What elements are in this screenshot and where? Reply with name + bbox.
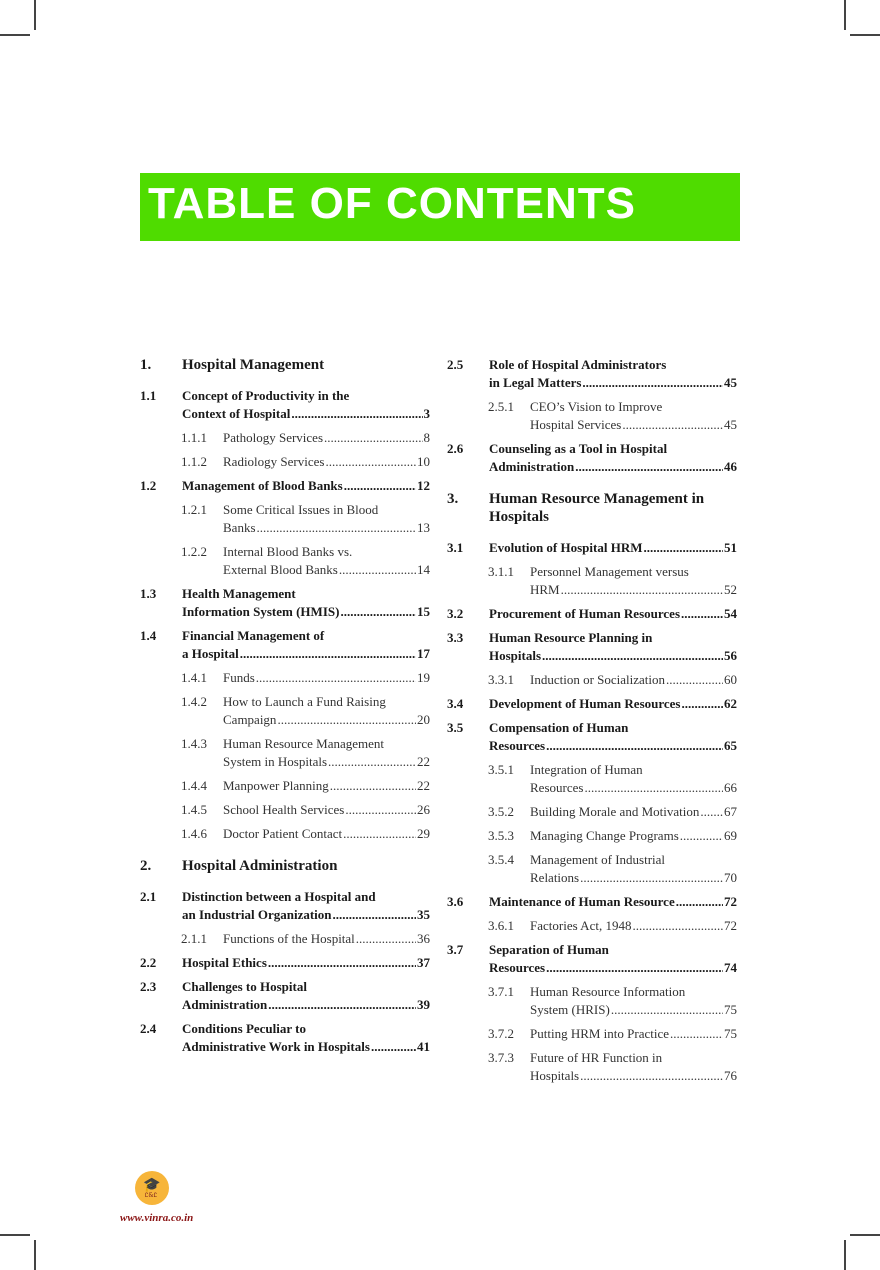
dot-leader (680, 827, 723, 845)
toc-left-column (140, 356, 430, 1062)
toc-entry[interactable] (447, 398, 737, 434)
entry-title: Procurement of Human Resources ..... 54 (489, 605, 737, 623)
dot-leader (575, 458, 723, 476)
dot-leader (682, 695, 724, 713)
page-number: 22 (417, 778, 430, 793)
entry-number: 1.2.1 (181, 502, 207, 517)
page-number: 52 (724, 582, 737, 597)
crop-mark (850, 34, 880, 36)
dot-leader (561, 581, 723, 599)
entry-title: Management of Blood Banks ..... 12 (182, 477, 430, 495)
entry-number: 3.5.4 (488, 852, 514, 867)
toc-entry[interactable] (447, 827, 737, 845)
entry-number: 3.5.1 (488, 762, 514, 777)
page-number: 62 (724, 696, 737, 711)
entry-title: Doctor Patient Contact ..... 29 (223, 825, 430, 843)
toc-entry[interactable] (447, 761, 737, 797)
entry-title: Radiology Services ..... 10 (223, 453, 430, 471)
toc-entry[interactable] (140, 585, 430, 621)
page-number: 41 (417, 1039, 430, 1054)
entry-title: Hospital Ethics ..... 37 (182, 954, 430, 972)
logo-text: Ꮭ&Ꮭ (145, 1192, 158, 1199)
page-number: 54 (724, 606, 737, 621)
entry-title: Separation of Human Resources ..... 74 (489, 941, 737, 977)
page-number: 65 (724, 738, 737, 753)
entry-title: Human Resource Management System in Hospitals ..... 22 (223, 735, 430, 771)
entry-title: Compensation of Human Resources ..... 65 (489, 719, 737, 755)
entry-number: 3.4 (447, 696, 464, 711)
entry-title: Human Resource Information System (HRIS) ..... 75 (530, 983, 737, 1019)
entry-number: 1.1 (140, 388, 157, 403)
entry-title: Internal Blood Banks vs. External Blood Banks ..... 14 (223, 543, 430, 579)
toc-entry[interactable] (447, 893, 737, 911)
page-number: 29 (417, 826, 430, 841)
toc-entry[interactable] (447, 356, 737, 392)
page-number: 37 (417, 955, 430, 970)
entry-title: Health Management Information System (HMIS) ..... 15 (182, 585, 430, 621)
website-link[interactable]: www.vinra.co.in (120, 1212, 194, 1224)
crop-mark (844, 1240, 846, 1270)
page-number: 3 (423, 406, 430, 421)
toc-entry[interactable] (140, 825, 430, 843)
entry-title: Concept of Productivity in the Context of Hospital ..... 3 (182, 387, 430, 423)
entry-title: Future of HR Function in Hospitals ..... 76 (530, 1049, 737, 1085)
entry-number: 3.6 (447, 894, 464, 909)
entry-number: 1.2 (140, 478, 157, 493)
toc-entry[interactable] (447, 490, 737, 526)
dot-leader (324, 429, 422, 447)
page-number: 51 (724, 540, 737, 555)
entry-number: 1.4 (140, 628, 157, 643)
crop-mark (34, 1240, 36, 1270)
entry-number: 1.4.2 (181, 694, 207, 709)
crop-mark (0, 1234, 30, 1236)
toc-entry[interactable] (447, 803, 737, 821)
dot-leader (546, 737, 723, 755)
dot-leader (339, 561, 416, 579)
entry-title: Some Critical Issues in Blood Banks ..... 13 (223, 501, 430, 537)
toc-entry[interactable] (140, 429, 430, 447)
page-number: 10 (417, 454, 430, 469)
entry-number: 1.4.5 (181, 802, 207, 817)
toc-entry[interactable] (140, 954, 430, 972)
dot-leader (582, 374, 723, 392)
title-banner (140, 173, 740, 241)
toc-entry[interactable] (447, 695, 737, 713)
entry-title: Human Resource Planning in Hospitals ..... 56 (489, 629, 737, 665)
entry-number: 3.5.3 (488, 828, 514, 843)
entry-title: Role of Hospital Administrators in Legal Matters ..... 45 (489, 356, 737, 392)
entry-number: 3.1 (447, 540, 464, 555)
entry-title: Factories Act, 1948 ..... 72 (530, 917, 737, 935)
toc-entry[interactable] (447, 605, 737, 623)
graduation-cap-icon: 🎓 (143, 1177, 161, 1193)
toc-entry[interactable] (140, 453, 430, 471)
entry-number: 2.1.1 (181, 931, 207, 946)
entry-title: Management of Industrial Relations ..... 70 (530, 851, 737, 887)
dot-leader (611, 1001, 723, 1019)
dot-leader (344, 477, 416, 495)
entry-title: Putting HRM into Practice ..... 75 (530, 1025, 737, 1043)
crop-mark (34, 0, 36, 30)
entry-title: Financial Management of a Hospital ..... 17 (182, 627, 430, 663)
dot-leader (681, 605, 723, 623)
toc-entry[interactable] (447, 941, 737, 977)
dot-leader (340, 603, 416, 621)
dot-leader (328, 753, 416, 771)
toc-entry[interactable] (140, 501, 430, 537)
page-number: 39 (417, 997, 430, 1012)
entry-title: Pathology Services ..... 8 (223, 429, 430, 447)
entry-number: 1.4.1 (181, 670, 207, 685)
page-number: 13 (417, 520, 430, 535)
dot-leader (542, 647, 723, 665)
entry-number: 1.3 (140, 586, 157, 601)
crop-mark (844, 0, 846, 30)
entry-title: Conditions Peculiar to Administrative Work in Hospitals ..... 41 (182, 1020, 430, 1056)
page-number: 15 (417, 604, 430, 619)
dot-leader (700, 803, 723, 821)
toc-entry[interactable] (447, 671, 737, 689)
page-number: 14 (417, 562, 430, 577)
dot-leader (343, 825, 416, 843)
toc-entry[interactable] (447, 440, 737, 476)
entry-title: Induction or Socialization ..... 60 (530, 671, 737, 689)
toc-entry[interactable] (140, 978, 430, 1014)
entry-number: 3.6.1 (488, 918, 514, 933)
page-number: 56 (724, 648, 737, 663)
entry-title: School Health Services ..... 26 (223, 801, 430, 819)
toc-entry[interactable] (140, 627, 430, 663)
toc-entry[interactable] (140, 857, 430, 875)
toc-entry[interactable] (140, 669, 430, 687)
entry-number: 3.5.2 (488, 804, 514, 819)
toc-entry[interactable] (140, 356, 430, 374)
page-number: 67 (724, 804, 737, 819)
dot-leader (356, 930, 416, 948)
dot-leader (277, 711, 416, 729)
page-number: 45 (724, 417, 737, 432)
dot-leader (584, 779, 723, 797)
dot-leader (371, 1038, 416, 1056)
entry-number: 2. (140, 858, 152, 874)
entry-number: 1.4.3 (181, 736, 207, 751)
entry-title: Functions of the Hospital ..... 36 (223, 930, 430, 948)
page-number: 74 (724, 960, 737, 975)
entry-title: Building Morale and Motivation ..... 67 (530, 803, 737, 821)
entry-number: 1.1.1 (181, 430, 207, 445)
toc-entry[interactable] (140, 735, 430, 771)
dot-leader (240, 645, 416, 663)
entry-number: 3.7.2 (488, 1026, 514, 1041)
dot-leader (291, 405, 422, 423)
toc-entry[interactable] (140, 543, 430, 579)
toc-entry[interactable] (447, 1049, 737, 1085)
page-number: 20 (417, 712, 430, 727)
entry-number: 3.7.1 (488, 984, 514, 999)
page-number: 75 (724, 1026, 737, 1041)
entry-title: Development of Human Resources ..... 62 (489, 695, 737, 713)
dot-leader (644, 539, 724, 557)
entry-number: 1. (140, 357, 152, 373)
entry-title: Counseling as a Tool in Hospital Administration ..... 46 (489, 440, 737, 476)
entry-number: 2.4 (140, 1021, 157, 1036)
dot-leader (676, 893, 723, 911)
entry-title: Human Resource Management in Hospitals (489, 491, 705, 525)
entry-number: 3.5 (447, 720, 464, 735)
entry-number: 2.1 (140, 889, 157, 904)
entry-title: How to Launch a Fund Raising Campaign ..... 20 (223, 693, 430, 729)
page-number: 17 (417, 646, 430, 661)
page-number: 76 (724, 1068, 737, 1083)
entry-number: 3.3.1 (488, 672, 514, 687)
toc-entry[interactable] (447, 563, 737, 599)
toc-entry[interactable] (140, 1020, 430, 1056)
toc-entry[interactable] (140, 387, 430, 423)
toc-entry[interactable] (447, 917, 737, 935)
entry-title: Integration of Human Resources ..... 66 (530, 761, 737, 797)
entry-title: CEO’s Vision to Improve Hospital Services ..... 45 (530, 398, 737, 434)
entry-number: 2.5.1 (488, 399, 514, 414)
entry-title: Hospital Administration (182, 858, 338, 874)
toc-entry[interactable] (140, 777, 430, 795)
page-number: 35 (417, 907, 430, 922)
entry-title: Personnel Management versus HRM ..... 52 (530, 563, 737, 599)
page-number: 70 (724, 870, 737, 885)
page-number: 26 (417, 802, 430, 817)
entry-number: 3.1.1 (488, 564, 514, 579)
dot-leader (330, 777, 416, 795)
entry-number: 3.7.3 (488, 1050, 514, 1065)
toc-entry[interactable] (447, 539, 737, 557)
entry-number: 1.1.2 (181, 454, 207, 469)
toc-entry[interactable] (140, 930, 430, 948)
dot-leader (256, 669, 416, 687)
dot-leader (666, 671, 723, 689)
dot-leader (622, 416, 723, 434)
toc-entry[interactable] (447, 719, 737, 755)
dot-leader (670, 1025, 723, 1043)
toc-entry[interactable] (140, 477, 430, 495)
entry-number: 3.3 (447, 630, 464, 645)
dot-leader (268, 954, 416, 972)
entry-number: 2.3 (140, 979, 157, 994)
dot-leader (333, 906, 416, 924)
entry-title: Hospital Management (182, 357, 325, 373)
page-number: 60 (724, 672, 737, 687)
entry-number: 1.2.2 (181, 544, 207, 559)
page-number: 66 (724, 780, 737, 795)
toc-entry[interactable] (140, 801, 430, 819)
page-number: 45 (724, 375, 737, 390)
page-number: 12 (417, 478, 430, 493)
publisher-logo (135, 1171, 169, 1205)
entry-title: Managing Change Programs ..... 69 (530, 827, 737, 845)
toc-entry[interactable] (140, 693, 430, 729)
dot-leader (268, 996, 416, 1014)
toc-entry[interactable] (447, 1025, 737, 1043)
entry-title: Challenges to Hospital Administration ..... 39 (182, 978, 430, 1014)
entry-number: 3.7 (447, 942, 464, 957)
page-number: 46 (724, 459, 737, 474)
toc-entry[interactable] (447, 851, 737, 887)
page-number: 72 (724, 894, 737, 909)
crop-mark (850, 1234, 880, 1236)
entry-number: 2.6 (447, 441, 464, 456)
page-number: 8 (423, 430, 430, 445)
entry-title: Maintenance of Human Resource ..... 72 (489, 893, 737, 911)
page-number: 22 (417, 754, 430, 769)
entry-title: Manpower Planning ..... 22 (223, 777, 430, 795)
dot-leader (546, 959, 723, 977)
entry-number: 2.2 (140, 955, 157, 970)
crop-mark (0, 34, 30, 36)
page-number: 75 (724, 1002, 737, 1017)
entry-title: Funds ..... 19 (223, 669, 430, 687)
toc-entry[interactable] (140, 888, 430, 924)
toc-entry[interactable] (447, 629, 737, 665)
page-number: 19 (417, 670, 430, 685)
page-number: 36 (417, 931, 430, 946)
entry-title: Evolution of Hospital HRM ..... 51 (489, 539, 737, 557)
entry-number: 1.4.6 (181, 826, 207, 841)
entry-number: 1.4.4 (181, 778, 207, 793)
entry-title: Distinction between a Hospital and an Industrial Organization ..... 35 (182, 888, 430, 924)
dot-leader (257, 519, 417, 537)
entry-number: 2.5 (447, 357, 464, 372)
toc-right-column (447, 356, 737, 1091)
dot-leader (580, 869, 723, 887)
page-title: TABLE OF CONTENTS (148, 179, 636, 228)
entry-number: 3. (447, 491, 459, 507)
page-number: 72 (724, 918, 737, 933)
page-number: 69 (724, 828, 737, 843)
dot-leader (345, 801, 416, 819)
dot-leader (580, 1067, 723, 1085)
dot-leader (325, 453, 416, 471)
entry-number: 3.2 (447, 606, 464, 621)
dot-leader (632, 917, 723, 935)
toc-entry[interactable] (447, 983, 737, 1019)
